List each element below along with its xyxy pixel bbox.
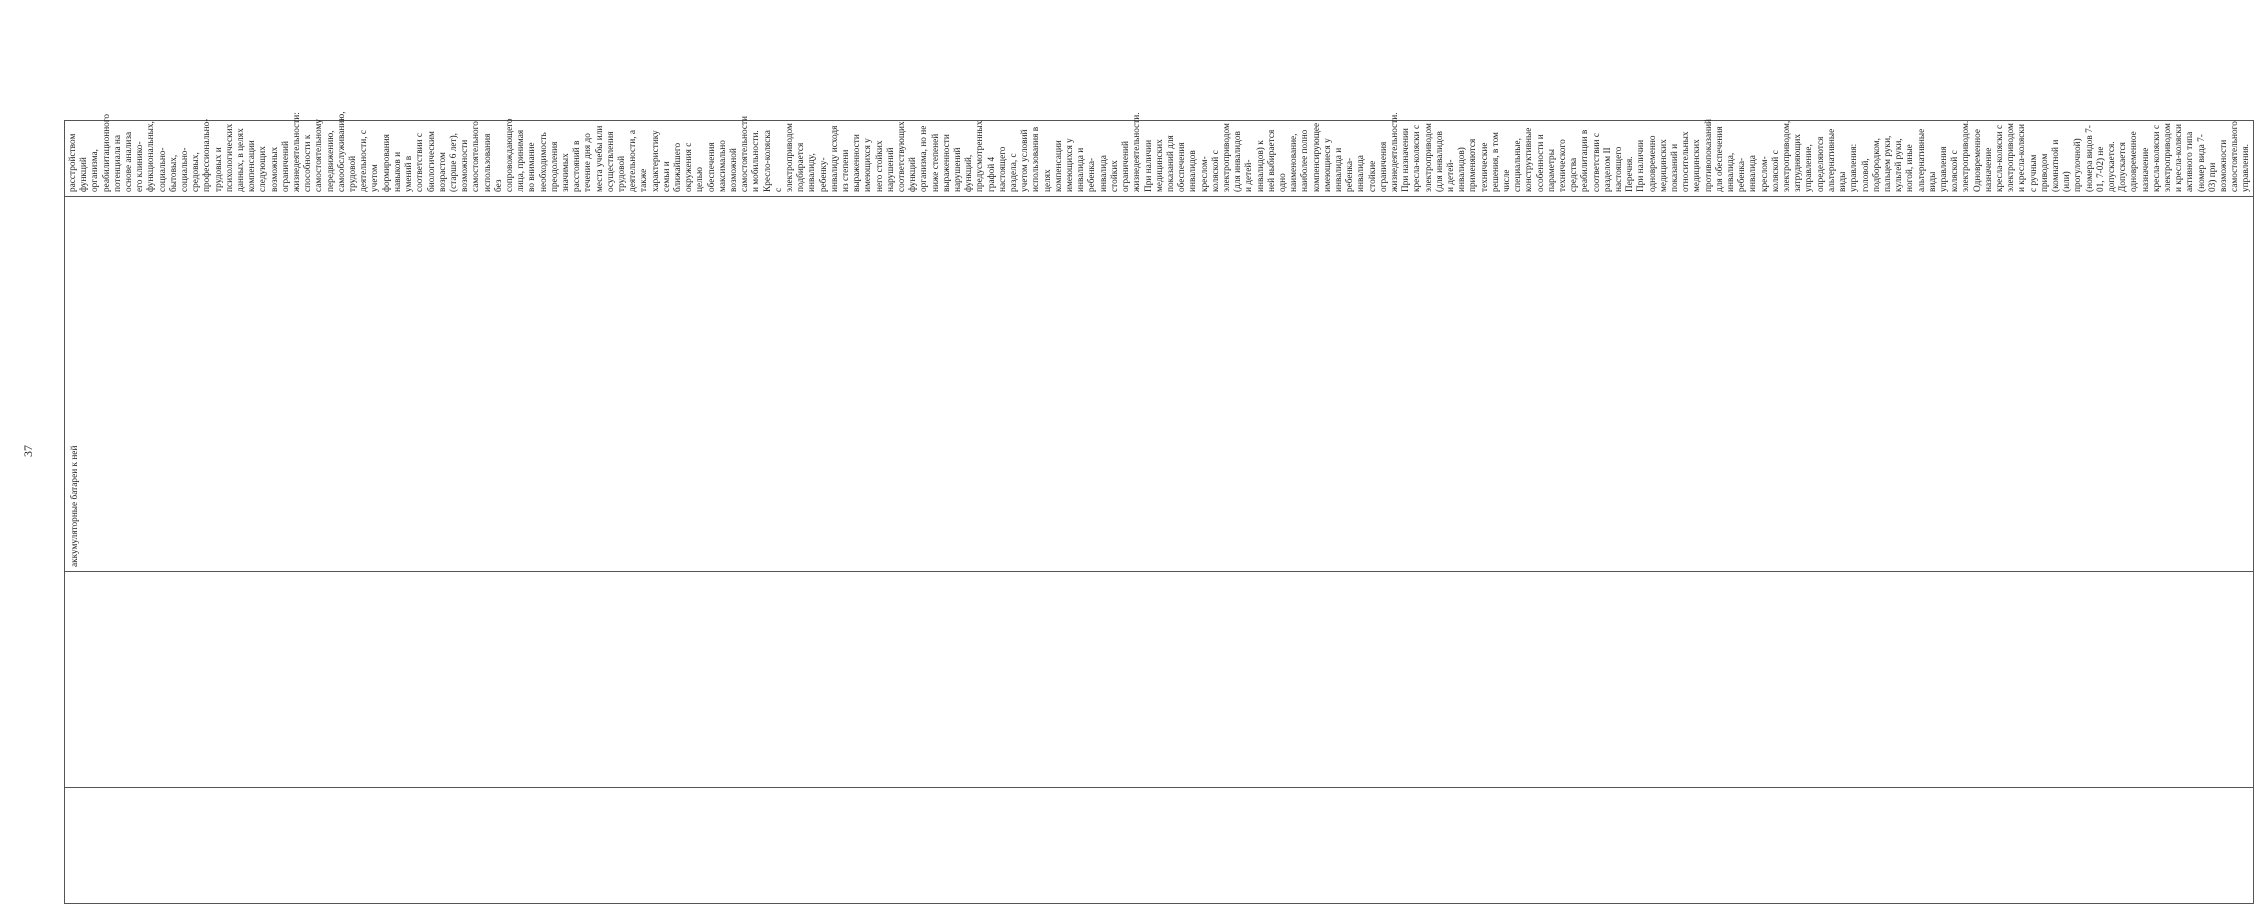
table-cell-description [65, 111, 2254, 197]
table-row [65, 121, 2254, 904]
table-cell-empty-2 [65, 572, 2254, 788]
paragraph: Одновременное назначение кресла-коляски с электроприводом и кресла-коляски с ручным приводом (комнатной и (или) прогулочной) (номера видов 7-01, 7-02) не допускается. [1972, 123, 2117, 192]
rotated-table-container [64, 111, 2252, 904]
page-number: 37 [21, 445, 35, 457]
device-name: аккумуляторные батареи к ней [70, 445, 80, 567]
paragraph: расстройством функций организма, реабилитационного потенциала на основе анализа его клинико-функциональных, социально-бытовых, социально-средовых, профессионально-трудовых и психологических данных, в целях компенсации следующих возможных ограничений жизнедеятельности: способности к самостоятельному передвижению, самообслуживанию, трудовой деятельности, с учетом формирования навыков и умений в соответствии с биологическим возрастом (старше 6 лет), возможности самостоятельного использования без сопровождающего лица, принимая во внимание необходимость преодоления значимых расстояний в течение дня до места учебы или осуществления трудовой деятельности, а также характеристику семьи и ближайшего окружения с целью обеспечения максимально возможной самостоятельности и мобильности. [68, 111, 762, 192]
document-table [64, 111, 2254, 904]
paragraph: При наличии медицинских показаний для обеспечения инвалидов креслом-коляской с электроприводом (для инвалидов и детей-инвалидов) к ней выбирается одно наименование, наиболее полно компенсирующее имеющиеся у инвалида и ребенка-инвалида стойкие ограничения жизнедеятельности. [1143, 112, 1400, 192]
paragraph: При наличии одновременно медицинских показаний и относительных медицинских противопоказаний для обеспечения инвалида, ребенка-инвалида креслом-коляской с электроприводом, затрудняющих управление, определяются альтернативные виды управления: головой, подбородком, пальцем руки, культей руки, ногой, иные альтернативные виды управления коляской с электроприводом. [1636, 118, 1972, 192]
paragraph: Допускается одновременное назначение кресла-коляски с электроприводом и кресла-коляски активного типа (номер вида 7-03) при возможности самостоятельного управления. [2118, 121, 2252, 192]
paragraph: При назначении кресла-коляски с электроприводом (для инвалидов и детей-инвалидов) применяются технические решения, в том числе специальные, конструктивные особенности и параметры технического средства реабилитации в соответствии с разделом II настоящего Перечня. [1401, 123, 1636, 192]
table-cell-empty-1 [65, 788, 2254, 904]
description-text [65, 111, 2253, 196]
table-cell-device-name [65, 197, 2254, 572]
paragraph: Кресло-коляска с электроприводом подбирается инвалиду, ребенку-инвалиду исходя из степени выраженности имеющихся у него стойких нарушений соответствующих функций организма, но не ниже степеней выраженности нарушений функций, предусмотренных графой 4 настоящего раздела, с учетом условий использования в целях компенсации имеющихся у инвалида и ребенка-инвалида стойких ограничений жизнедеятельности. [762, 112, 1143, 192]
